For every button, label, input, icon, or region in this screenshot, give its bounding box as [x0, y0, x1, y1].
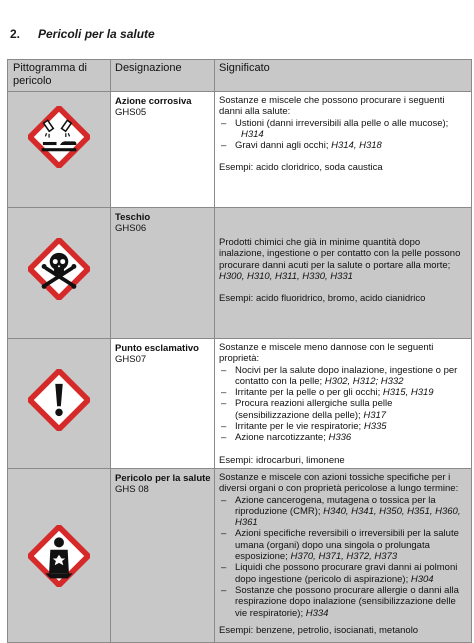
table-row — [8, 469, 472, 643]
hazard-code: GHS06 — [115, 223, 147, 234]
effects-list — [219, 495, 467, 619]
h-codes: H340, H341, H350, H351, H360, H361 — [235, 505, 461, 529]
pictogram-cell — [8, 92, 111, 208]
h-codes: H334 — [305, 607, 329, 619]
ghs06-skull-icon — [28, 238, 90, 300]
list-item: – Liquidi che possono procurare gravi danni ai polmoni dopo ingestione (pericolo di aspirazione); H304 — [219, 562, 467, 585]
effects-list — [219, 118, 467, 152]
list-item: – Ustioni (danni irreversibili alla pelle o alle mucose); H314 — [219, 118, 467, 141]
table-row — [8, 92, 472, 208]
hazard-table — [7, 59, 472, 643]
h-codes: H317 — [363, 409, 387, 421]
h-codes: H314 — [241, 128, 264, 140]
meaning-intro: Sostanze e miscele che possono procurare i seguenti danni alla salute: — [219, 95, 445, 118]
table-row — [8, 339, 472, 469]
designation-cell — [111, 469, 215, 643]
h-codes: H315, H319 — [382, 387, 434, 399]
h-codes: H335 — [363, 421, 387, 433]
h-codes: H300, H310, H311, H330, H331 — [219, 270, 353, 282]
hazard-name: Teschio — [115, 212, 151, 223]
meaning-intro: Prodotti chimici che già in minime quantità dopo inalazione, ingestione o per contatto con la pelle possono procurare danni acuti per la salute o portare alla morte; H300, H310, H311, H330, H331 — [219, 237, 461, 282]
table-header-row — [8, 60, 472, 92]
section-heading — [10, 27, 155, 41]
examples-text: Esempi: acido fluoridrico, bromo, acido cianidrico — [219, 293, 426, 305]
section-number: 2. — [10, 27, 21, 41]
list-item: – Azione narcotizzante; H336 — [219, 432, 467, 443]
list-item: – Gravi danni agli occhi; H314, H318 — [219, 140, 467, 151]
list-item: – Sostanze che possono procurare allergie o danni alla respirazione dopo inalazione (sensibilizzazione delle vie respiratorie); H334 — [219, 585, 467, 619]
examples-text: Esempi: acido cloridrico, soda caustica — [219, 162, 383, 174]
hazard-name: Pericolo per la salute — [115, 473, 211, 484]
meaning-cell — [215, 339, 472, 469]
list-item: – Irritante per la pelle o per gli occhi; H315, H319 — [219, 387, 467, 398]
pictogram-cell — [8, 208, 111, 339]
h-codes: H336 — [328, 432, 352, 444]
meaning-cell — [215, 208, 472, 339]
hazard-code: GHS05 — [115, 107, 147, 118]
designation-cell — [111, 92, 215, 208]
designation-cell — [111, 339, 215, 469]
table-row — [8, 208, 472, 339]
examples-text: Esempi: benzene, petrolio, isocianati, metanolo — [219, 624, 419, 636]
ghs08-health-hazard-icon — [28, 525, 90, 587]
effects-list — [219, 365, 467, 444]
meaning-cell — [215, 469, 472, 643]
header-pictogram: Pittogramma di pericolo — [8, 60, 111, 92]
meaning-cell — [215, 92, 472, 208]
list-item: – Nocivi per la salute dopo inalazione, ingestione o per contatto con la pelle; H302, H312; H332 — [219, 365, 467, 388]
examples-text: Esempi: idrocarburi, limonene — [219, 454, 345, 466]
list-item: – Irritante per le vie respiratorie; H335 — [219, 421, 467, 432]
hazard-name: Azione corrosiva — [115, 96, 192, 107]
list-item: – Azioni specifiche reversibili o irreversibili per la salute umana (organi) dopo una singola o prolungata esposizione; H370, H371, H372, H373 — [219, 528, 467, 562]
h-codes: H302, H312; H332 — [324, 375, 404, 387]
header-meaning: Significato — [215, 60, 472, 92]
list-item: – Azione cancerogena, mutagena o tossica per la riproduzione (CMR); H340, H341, H350, H351, H360, H361 — [219, 495, 467, 529]
ghs07-exclamation-icon — [28, 369, 90, 431]
hazard-name: Punto esclamativo — [115, 343, 199, 354]
hazard-code: GHS 08 — [115, 484, 149, 495]
header-designation: Designazione — [111, 60, 215, 92]
meaning-intro: Sostanze e miscele meno dannose con le seguenti proprietà: — [219, 342, 434, 365]
ghs05-corrosive-icon — [28, 106, 90, 168]
section-title: Pericoli per la salute — [38, 27, 155, 41]
meaning-intro: Sostanze e miscele con azioni tossiche specifiche per i diversi organi o con proprietà pericolose a lungo termine: — [219, 472, 459, 495]
hazard-code: GHS07 — [115, 354, 147, 365]
designation-cell — [111, 208, 215, 339]
h-codes: H314, H318 — [331, 140, 382, 152]
h-codes: H304 — [410, 573, 434, 585]
h-codes: H370, H371, H372, H373 — [290, 551, 398, 563]
list-item: – Procura reazioni allergiche sulla pelle (sensibilizzazione della pelle); H317 — [219, 398, 467, 421]
pictogram-cell — [8, 469, 111, 643]
pictogram-cell — [8, 339, 111, 469]
